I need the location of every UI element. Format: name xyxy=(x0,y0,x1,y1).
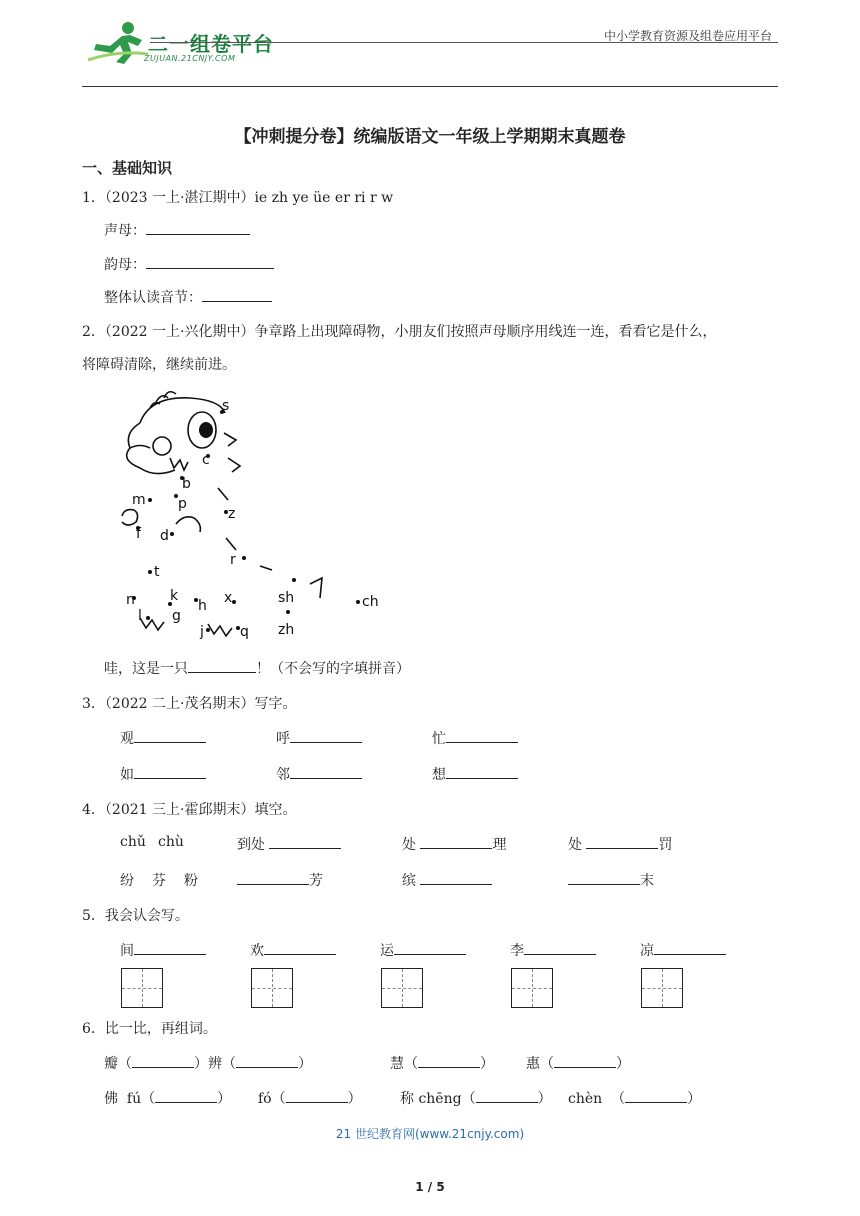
q1-label: 韵母： xyxy=(104,257,146,273)
header-right-text: 中小学教育资源及组卷应用平台 xyxy=(603,29,772,43)
q6-text: ） xyxy=(616,1056,630,1072)
answer-blank[interactable] xyxy=(420,834,492,849)
logo xyxy=(88,18,278,68)
dot-label: n xyxy=(126,592,135,608)
q3-item xyxy=(432,764,518,784)
writing-grid-box[interactable] xyxy=(381,968,423,1008)
q2-answer-row xyxy=(104,658,410,678)
q4-word: 缤 xyxy=(402,873,416,889)
q6-row-2c xyxy=(400,1088,552,1108)
q6-row-1c xyxy=(526,1053,630,1073)
dot-label: m xyxy=(132,492,146,508)
dot-label: l xyxy=(138,608,142,624)
q4-item xyxy=(402,870,492,890)
dot-label: f xyxy=(136,526,141,542)
page-title: 【冲刺提分卷】统编版语文一年级上学期期末真题卷 xyxy=(234,127,626,147)
dot-label: g xyxy=(172,608,181,624)
answer-blank[interactable] xyxy=(236,1053,298,1068)
dot-label: r xyxy=(230,552,236,568)
question-text: 我会认会写。 xyxy=(104,908,189,924)
q5-item xyxy=(510,940,596,960)
dot-label: p xyxy=(178,496,187,512)
q4-item xyxy=(402,834,506,854)
answer-blank[interactable] xyxy=(237,870,309,885)
question-text: 比一比，再组词。 xyxy=(104,1021,217,1037)
q6-text: ） xyxy=(480,1056,494,1072)
logo-runner-icon xyxy=(88,20,150,64)
question-2 xyxy=(82,321,782,341)
q6-row-1 xyxy=(104,1053,312,1073)
question-number: 4． xyxy=(82,802,105,818)
question-number: 6． xyxy=(82,1021,105,1037)
q5-char: 欢 xyxy=(250,943,264,959)
answer-blank[interactable] xyxy=(155,1088,217,1103)
q6-text: ） xyxy=(347,1091,362,1107)
q3-item xyxy=(276,764,362,784)
q6-text: fó（ xyxy=(258,1091,286,1107)
q5-char: 凉 xyxy=(640,943,654,959)
q3-item xyxy=(276,728,362,748)
q2-answer-prefix: 哇，这是一只 xyxy=(104,661,188,677)
header-divider-main xyxy=(82,86,778,87)
answer-blank[interactable] xyxy=(188,658,256,673)
dot-label: ch xyxy=(362,594,379,610)
q6-text: 慧（ xyxy=(390,1056,418,1072)
q6-text: ） xyxy=(537,1091,552,1107)
answer-blank[interactable] xyxy=(286,1088,348,1103)
q3-char: 如 xyxy=(120,767,134,783)
question-number: 3． xyxy=(82,696,105,712)
q1-answer-row xyxy=(104,254,274,274)
q4-char: 芬 xyxy=(152,873,166,889)
dot-label: c xyxy=(202,452,210,468)
q6-row-1b xyxy=(390,1053,494,1073)
answer-blank[interactable] xyxy=(586,834,658,849)
q5-char: 运 xyxy=(380,943,394,959)
q4-char: 纷 xyxy=(120,873,134,889)
q5-item xyxy=(640,940,726,960)
answer-blank[interactable] xyxy=(394,940,466,955)
answer-blank[interactable] xyxy=(420,870,492,885)
q6-text: ） xyxy=(298,1056,312,1072)
q3-item xyxy=(120,728,206,748)
question-source: （2021 三上·霍邱期末） xyxy=(104,802,255,818)
q4-item xyxy=(237,834,341,854)
dot-label: z xyxy=(228,506,236,522)
writing-grid-box[interactable] xyxy=(511,968,553,1008)
header-divider xyxy=(150,42,778,43)
answer-blank[interactable] xyxy=(264,940,336,955)
q3-char: 邻 xyxy=(276,767,290,783)
q4-word: 处 xyxy=(402,837,416,853)
q3-char: 呼 xyxy=(276,731,290,747)
question-number: 5． xyxy=(82,908,105,924)
answer-blank[interactable] xyxy=(654,940,726,955)
q1-label: 声母： xyxy=(104,223,146,239)
dot-label: sh xyxy=(278,590,295,606)
dot-label: zh xyxy=(278,622,295,638)
question-number: 2． xyxy=(82,324,105,340)
q6-row-2b xyxy=(258,1088,362,1108)
question-number: 1． xyxy=(82,190,105,206)
question-source: （2022 一上·兴化期中） xyxy=(104,324,255,340)
answer-blank[interactable] xyxy=(132,1053,194,1068)
q4-pinyin: chǔ xyxy=(120,834,146,850)
dot-label: s xyxy=(222,398,230,414)
q5-item xyxy=(250,940,336,960)
q6-text: chēng（ xyxy=(418,1091,476,1107)
question-5 xyxy=(82,905,189,925)
question-1 xyxy=(82,187,393,207)
answer-blank[interactable] xyxy=(418,1053,480,1068)
q4-word: 到处 xyxy=(237,837,265,853)
dot-label: k xyxy=(170,588,179,604)
dot-label: j xyxy=(200,624,204,640)
logo-subtext: ZUJUAN.21CNJY.COM xyxy=(144,54,236,63)
answer-blank[interactable] xyxy=(146,220,250,235)
question-source: （2022 二上·茂名期末） xyxy=(104,696,255,712)
q3-char: 观 xyxy=(120,731,134,747)
q5-item xyxy=(380,940,466,960)
answer-blank[interactable] xyxy=(446,764,518,779)
q4-item xyxy=(568,870,654,890)
q4-char: 粉 xyxy=(184,873,198,889)
question-source: （2023 一上·湛江期中） xyxy=(104,190,255,206)
q4-word: 芳 xyxy=(309,873,323,889)
q4-item xyxy=(568,834,672,854)
q4-word: 理 xyxy=(492,837,507,853)
writing-grid-box[interactable] xyxy=(121,968,163,1008)
q3-item xyxy=(432,728,518,748)
q6-row-2 xyxy=(104,1088,231,1108)
q6-text: （ xyxy=(611,1091,626,1107)
dot-label: h xyxy=(198,598,207,614)
question-text: 填空。 xyxy=(254,802,297,818)
answer-blank[interactable] xyxy=(290,764,362,779)
q3-char: 忙 xyxy=(432,731,446,747)
q6-text: ） xyxy=(687,1091,702,1107)
answer-blank[interactable] xyxy=(290,728,362,743)
section-heading: 一、基础知识 xyxy=(82,159,173,177)
logo-text: 二一组卷平台 xyxy=(148,32,274,56)
q5-char: 李 xyxy=(510,943,524,959)
q6-text: ）辨（ xyxy=(194,1056,236,1072)
answer-blank[interactable] xyxy=(446,728,518,743)
q4-word: 末 xyxy=(640,873,654,889)
answer-blank[interactable] xyxy=(134,764,206,779)
question-text: 争章路上出现障碍物，小朋友们按照声母顺序用线连一连，看看它是什么， xyxy=(254,324,717,340)
q6-row-2d xyxy=(568,1088,701,1108)
question-6 xyxy=(82,1018,217,1038)
answer-blank[interactable] xyxy=(524,940,596,955)
dot-label: b xyxy=(182,476,191,492)
answer-blank[interactable] xyxy=(568,870,640,885)
q4-pinyin: chù xyxy=(158,834,184,850)
q1-label: 整体认读音节： xyxy=(104,290,202,306)
answer-blank[interactable] xyxy=(269,834,341,849)
q6-text: chèn xyxy=(568,1091,603,1107)
q4-word: 处 xyxy=(568,837,582,853)
q5-item xyxy=(120,940,206,960)
page-number: 1 / 5 xyxy=(415,1180,445,1194)
answer-blank[interactable] xyxy=(134,940,206,955)
q6-text: 称 xyxy=(400,1091,414,1107)
footer-link[interactable]: 21 世纪教育网(www.21cnjy.com) xyxy=(335,1127,525,1141)
q4-word: 罚 xyxy=(658,837,673,853)
answer-blank[interactable] xyxy=(625,1088,687,1103)
q3-item xyxy=(120,764,206,784)
q6-text: 瓣（ xyxy=(104,1056,132,1072)
q6-text: 惠（ xyxy=(526,1056,554,1072)
q5-char: 间 xyxy=(120,943,134,959)
answer-blank[interactable] xyxy=(202,287,272,302)
q3-char: 想 xyxy=(432,767,446,783)
q4-item xyxy=(237,870,323,890)
writing-grid-box[interactable] xyxy=(251,968,293,1008)
question-2-cont: 将障碍清除，继续前进。 xyxy=(82,357,236,373)
q6-text: ） xyxy=(217,1091,232,1107)
answer-blank[interactable] xyxy=(146,254,274,269)
dot-label: x xyxy=(224,590,233,606)
dot-to-dot-picture xyxy=(110,388,390,646)
question-4 xyxy=(82,799,296,819)
answer-blank[interactable] xyxy=(554,1053,616,1068)
question-text: 写字。 xyxy=(254,696,297,712)
dot-label: t xyxy=(154,564,160,580)
q6-text: fú（ xyxy=(126,1091,156,1107)
question-text: ie zh ye üe er ri r w xyxy=(254,190,394,206)
dot-label: d xyxy=(160,528,169,544)
answer-blank[interactable] xyxy=(476,1088,538,1103)
question-3 xyxy=(82,693,296,713)
answer-blank[interactable] xyxy=(134,728,206,743)
q2-answer-suffix: ！（不会写的字填拼音） xyxy=(256,661,410,677)
q1-answer-row xyxy=(104,220,250,240)
q1-answer-row xyxy=(104,287,272,307)
dot-label: q xyxy=(240,624,249,640)
writing-grid-box[interactable] xyxy=(641,968,683,1008)
q6-text: 佛 xyxy=(104,1091,118,1107)
